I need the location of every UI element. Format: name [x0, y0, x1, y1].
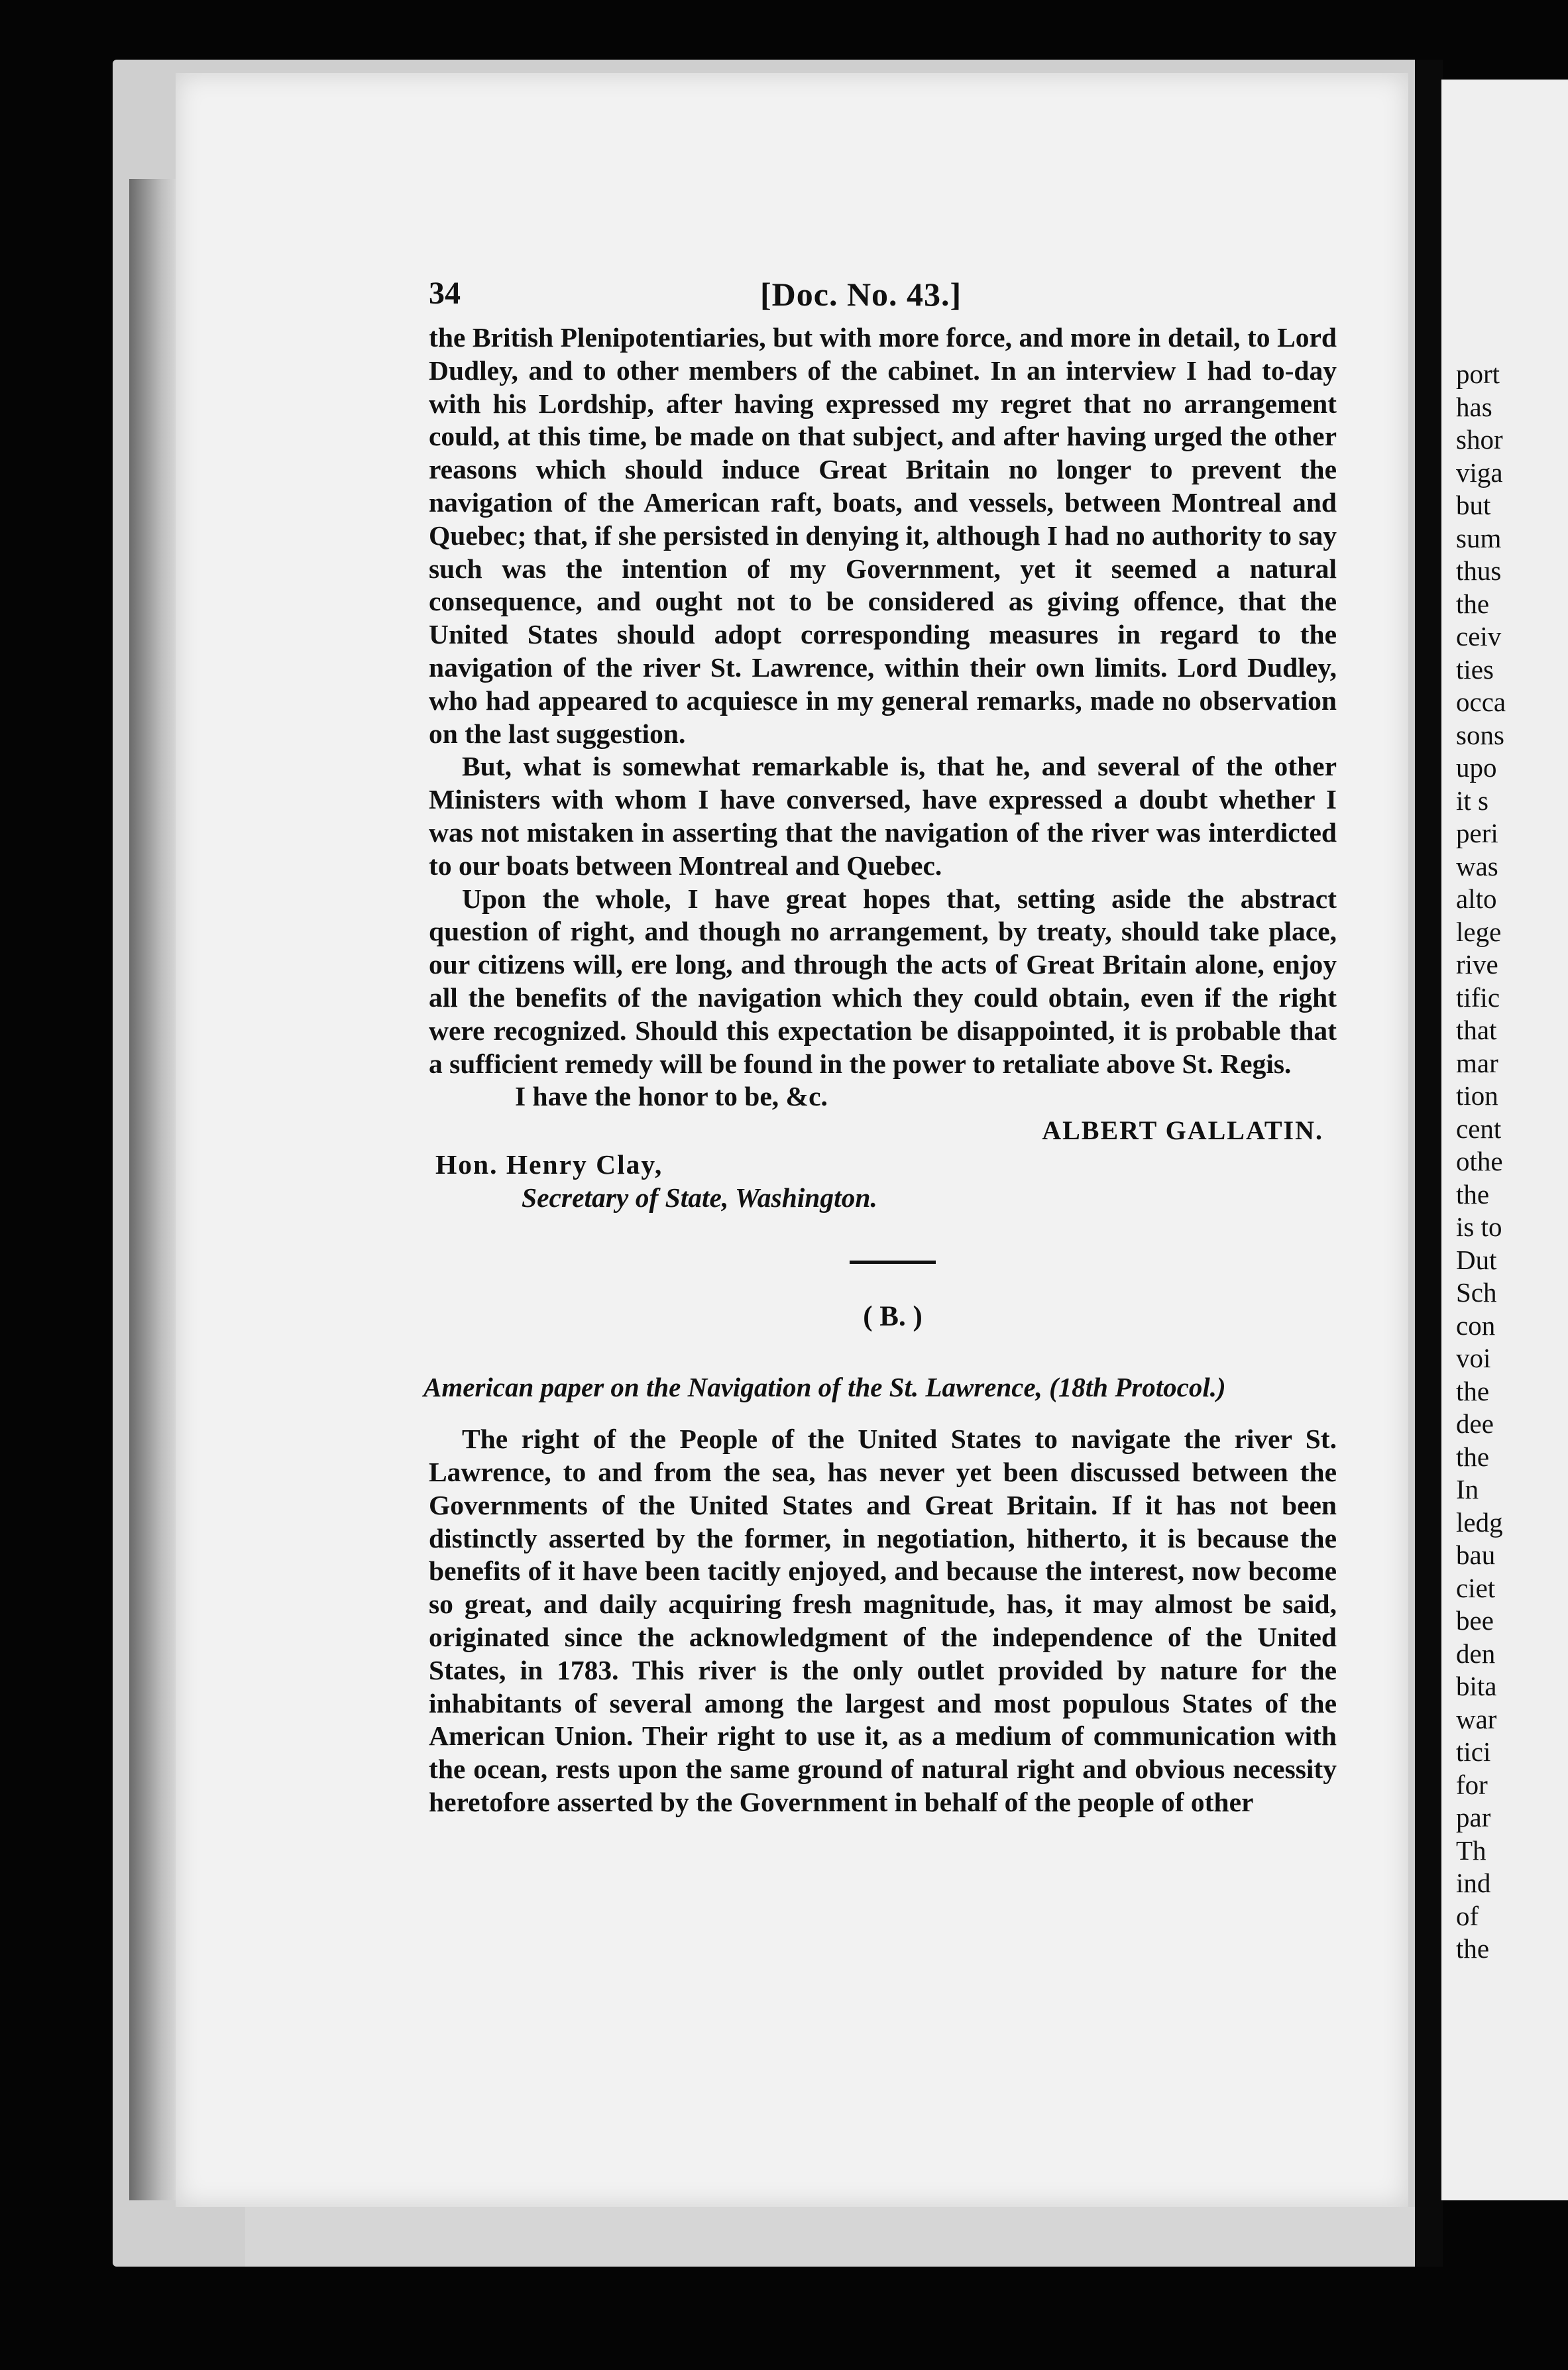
adjacent-page-fragment: ind [1456, 1868, 1491, 1898]
letter-closing: I have the honor to be, &c. [515, 1081, 828, 1112]
section-divider [850, 1261, 936, 1264]
section-title: American paper on the Navigation of the St. Lawrence, (18th Protocol.) [423, 1372, 1226, 1403]
section-body: The right of the People of the United States to navigate the river St. Lawrence, to and from the sea, has never yet been discussed between the Governments of the United States and Great Britain. If it has not been distinctly asserted by the former, in negotiation, hitherto, it is because the benefits of it have been tacitly enjoyed, and because the interest, now become so great, and daily acquiring fresh magnitude, has, it may almost be said, originated since the acknowledgment of the independence of the United States, in 1783. This river is the only outlet provided by nature for the inhabitants of several among the largest and most populous States of the American Union. Their right to use it, as a medium of communication with the ocean, rests upon the same ground of natural right and obvious necessity heretofore asserted by the Government in behalf of the people of other [429, 1424, 1337, 1817]
adjacent-page-fragment: has [1456, 391, 1492, 422]
adjacent-page-fragment: sons [1456, 719, 1504, 750]
page-edge [129, 179, 182, 2200]
adjacent-page-fragment: upo [1456, 752, 1497, 783]
adjacent-page-fragment: for [1456, 1769, 1488, 1800]
adjacent-page [1441, 80, 1568, 2200]
adjacent-page-fragment: the [1456, 1375, 1490, 1406]
adjacent-page-fragment: ties [1456, 653, 1494, 685]
letter-paragraph: But, what is somewhat remarkable is, that he, and several of the other Ministers with whom I have conversed, have expressed a doubt whether I was not mistaken in asserting that the navigation of the river was interdicted to our boats between Montreal and Quebec. [429, 751, 1337, 881]
adjacent-page-fragment: rive [1456, 949, 1498, 980]
adjacent-page-fragment: bita [1456, 1671, 1497, 1701]
adjacent-page-fragment: Dut [1456, 1244, 1497, 1275]
adjacent-page-fragment: alto [1456, 883, 1497, 914]
adjacent-page-fragment: cent [1456, 1113, 1502, 1144]
adjacent-page-fragment: it s [1456, 785, 1488, 816]
adjacent-page-fragment: bau [1456, 1540, 1496, 1570]
adjacent-page-fragment: port [1456, 359, 1500, 389]
letter-signature: ALBERT GALLATIN. [1042, 1115, 1323, 1146]
page-bottom-edge [245, 2207, 1425, 2267]
adjacent-page-fragment: the [1456, 1933, 1490, 1964]
binding-gutter [1415, 60, 1443, 2267]
adjacent-page-fragment: but [1456, 490, 1491, 520]
adjacent-page-fragment: sum [1456, 522, 1502, 553]
adjacent-page-fragment: ciet [1456, 1572, 1496, 1603]
document-reference: [Doc. No. 43.] [760, 276, 962, 313]
letter-paragraph: Upon the whole, I have great hopes that, setting aside the abstract question of right, and though no arrangement, by treaty, should take place, our citizens will, ere long, and through the acts of Great Britain alone, enjoy all the benefits of the navigation which they could obtain, even if the right were recognized. Should this expectation be disappointed, it is probable that a sufficient remedy will be found in the power to retaliate above St. Regis. [429, 883, 1337, 1079]
adjacent-page-fragment: the [1456, 1178, 1490, 1210]
adjacent-page-fragment: the [1456, 1441, 1490, 1472]
adjacent-page-fragment: that [1456, 1015, 1497, 1045]
page-text [423, 275, 1337, 1819]
letter-addressee: Hon. Henry Clay, [435, 1149, 663, 1180]
page-number: 34 [429, 276, 461, 311]
adjacent-page-fragment: of [1456, 1900, 1479, 1931]
adjacent-page-fragment: In [1456, 1474, 1479, 1504]
adjacent-page-fragment: tific [1456, 982, 1500, 1013]
adjacent-page-fragment: peri [1456, 818, 1498, 848]
adjacent-page-fragment: lege [1456, 916, 1502, 947]
adjacent-page-fragment: thus [1456, 555, 1502, 586]
adjacent-page-fragment: othe [1456, 1146, 1503, 1176]
adjacent-page-fragment: shor [1456, 424, 1503, 455]
running-header [429, 275, 1337, 321]
letter-addressee-title: Secretary of State, Washington. [522, 1182, 877, 1213]
adjacent-page-fragment: ledg [1456, 1506, 1503, 1538]
adjacent-page-fragment: occa [1456, 687, 1506, 717]
adjacent-page-fragment: tici [1456, 1736, 1491, 1767]
adjacent-page-fragment: Th [1456, 1834, 1486, 1866]
adjacent-page-fragment: Sch [1456, 1277, 1497, 1308]
adjacent-page-fragment: was [1456, 850, 1498, 881]
adjacent-page-fragment: voi [1456, 1343, 1491, 1373]
adjacent-page-fragment: war [1456, 1703, 1497, 1734]
adjacent-page-fragment: den [1456, 1638, 1496, 1669]
section-mark: ( B. ) [863, 1301, 923, 1333]
adjacent-page-fragment: par [1456, 1802, 1491, 1833]
adjacent-page-fragment: viga [1456, 457, 1503, 488]
adjacent-page-fragment: bee [1456, 1605, 1494, 1636]
adjacent-page-fragment: the [1456, 588, 1490, 619]
adjacent-page-fragment: mar [1456, 1047, 1498, 1078]
adjacent-page-fragment: dee [1456, 1408, 1494, 1439]
letter-paragraph: the British Plenipotentiaries, but with more force, and more in detail, to Lord Dudley, and to other members of the cabinet. In an interview I had to-day with his Lordship, after having expressed my regret that no arrangement could, at this time, be made on that subject, and after having urged the other reasons which should induce Great Britain no longer to prevent the navigation of the American raft, boats, and vessels, between Montreal and Quebec; that, if she persisted in denying it, although I had no authority to say such was the intention of my Government, yet it seemed a natural consequence, and ought not to be considered as giving offence, that the United States should adopt corresponding measures in regard to the navigation of the river St. Lawrence, within their own limits. Lord Dudley, who had appeared to acquiesce in my general remarks, made no observation on the last suggestion. [429, 322, 1337, 749]
adjacent-page-fragment: tion [1456, 1080, 1498, 1111]
adjacent-page-fragment: ceiv [1456, 621, 1502, 651]
adjacent-page-fragment: is to [1456, 1212, 1502, 1242]
adjacent-page-fragment: con [1456, 1310, 1496, 1341]
